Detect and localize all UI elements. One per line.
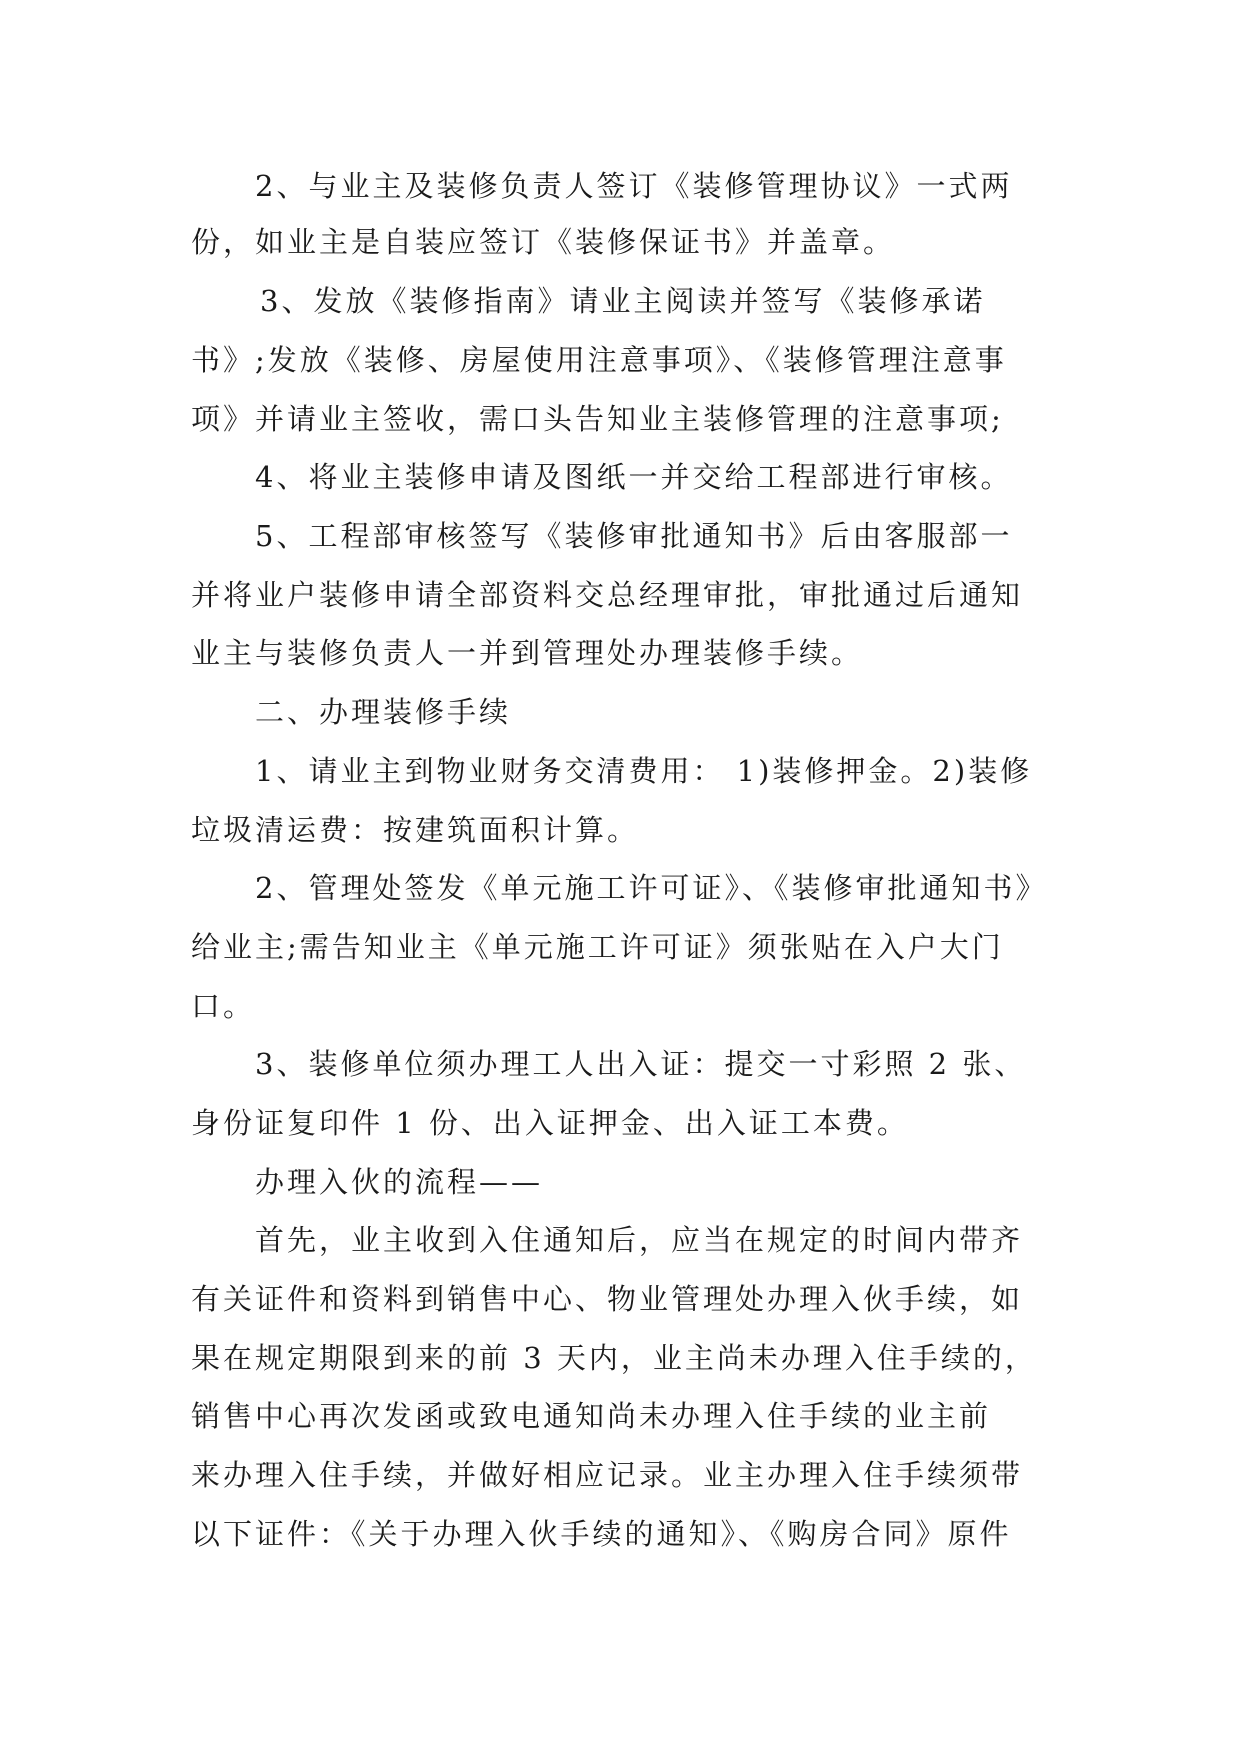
text-line: 1、请业主到物业财务交清费用： 1)装修押金。2)装修 (255, 754, 1033, 788)
text-line: 来办理入住手续，并做好相应记录。业主办理入住手续须带 (191, 1458, 1024, 1492)
text-line: 3、发放《装修指南》请业主阅读并签写《装修承诺 (260, 284, 986, 318)
text-line: 2、管理处签发《单元施工许可证》、《装修审批通知书》 (255, 871, 1048, 905)
text-line: 果在规定期限到来的前 3 天内，业主尚未办理入住手续的， (191, 1341, 1037, 1375)
section-heading: 办理入伙的流程—— (255, 1165, 544, 1199)
text-line: 身份证复印件 1 份、出入证押金、出入证工本费。 (191, 1106, 909, 1140)
text-line: 2、与业主及装修负责人签订《装修管理协议》一式两 (255, 169, 1013, 203)
text-line: 垃圾清运费：按建筑面积计算。 (191, 813, 640, 847)
text-line: 3、装修单位须办理工人出入证：提交一寸彩照 2 张、 (255, 1047, 1027, 1081)
text-line: 书》;发放《装修、房屋使用注意事项》、《装修管理注意事 (191, 343, 1007, 377)
text-line: 以下证件：《关于办理入伙手续的通知》、《购房合同》原件 (191, 1517, 1012, 1551)
section-heading: 二、办理装修手续 (255, 695, 512, 729)
text-line: 业主与装修负责人一并到管理处办理装修手续。 (191, 636, 864, 670)
text-line: 销售中心再次发函或致电通知尚未办理入住手续的业主前 (191, 1399, 992, 1433)
text-line: 口。 (191, 989, 256, 1023)
text-line: 有关证件和资料到销售中心、物业管理处办理入伙手续，如 (191, 1282, 1024, 1316)
text-line: 首先，业主收到入住通知后，应当在规定的时间内带齐 (255, 1223, 1024, 1257)
text-line: 给业主;需告知业主《单元施工许可证》须张贴在入户大门 (191, 930, 1004, 964)
text-line: 项》并请业主签收，需口头告知业主装修管理的注意事项; (191, 402, 1004, 436)
text-line: 4、将业主装修申请及图纸一并交给工程部进行审核。 (255, 460, 1013, 494)
text-line: 并将业户装修申请全部资料交总经理审批，审批通过后通知 (191, 578, 1024, 612)
text-line: 份，如业主是自装应签订《装修保证书》并盖章。 (191, 225, 896, 259)
text-line: 5、工程部审核签写《装修审批通知书》后由客服部一 (255, 519, 1013, 553)
